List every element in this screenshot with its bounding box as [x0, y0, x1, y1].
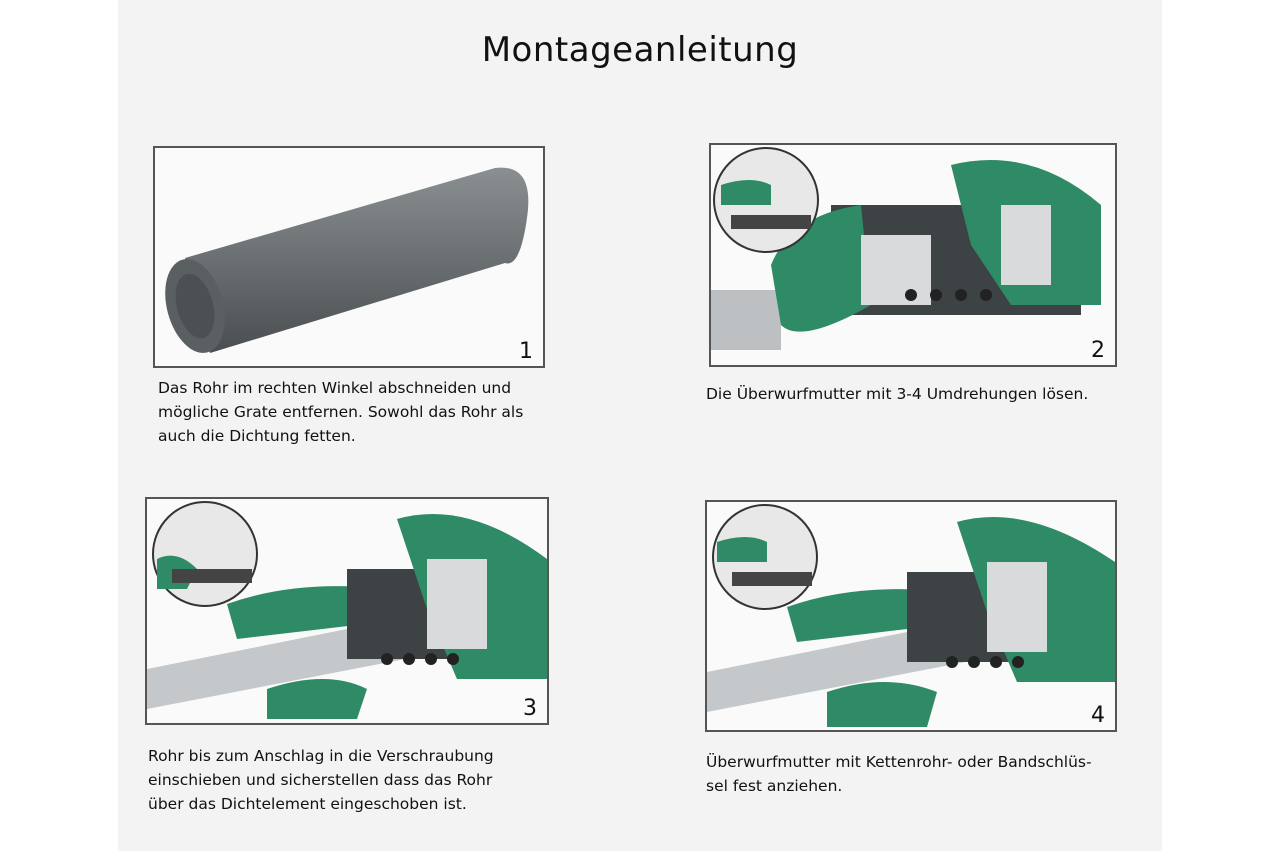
fitting-tightened-illustration: [707, 502, 1115, 730]
step-3-illustration: [145, 497, 549, 725]
step-3-caption: Rohr bis zum Anschlag in die Verschraubung einschieben und sicherstellen dass das Rohr über das Dichtelement eingeschoben ist.: [148, 747, 494, 813]
pipe-illustration: [155, 148, 543, 366]
step-number: 3: [523, 696, 537, 721]
step-number: 1: [519, 339, 533, 364]
step-number: 2: [1091, 338, 1105, 363]
page-title: Montageanleitung: [481, 30, 799, 70]
step-2-illustration: [709, 143, 1117, 367]
step-1-caption: Das Rohr im rechten Winkel abschneiden und mögliche Grate entfernen. Sowohl das Rohr als auch die Dichtung fetten.: [158, 379, 524, 445]
fitting-open-illustration: [711, 145, 1115, 365]
step-2-caption: Die Überwurfmutter mit 3-4 Umdrehungen lösen.: [706, 385, 1089, 403]
pipe-insert-illustration: [147, 499, 547, 723]
step-number: 4: [1091, 703, 1105, 728]
step-4-illustration: [705, 500, 1117, 732]
step-4-caption: Überwurfmutter mit Kettenrohr- oder Bandschlüs- sel fest anziehen.: [706, 753, 1092, 795]
step-1-illustration: [153, 146, 545, 368]
